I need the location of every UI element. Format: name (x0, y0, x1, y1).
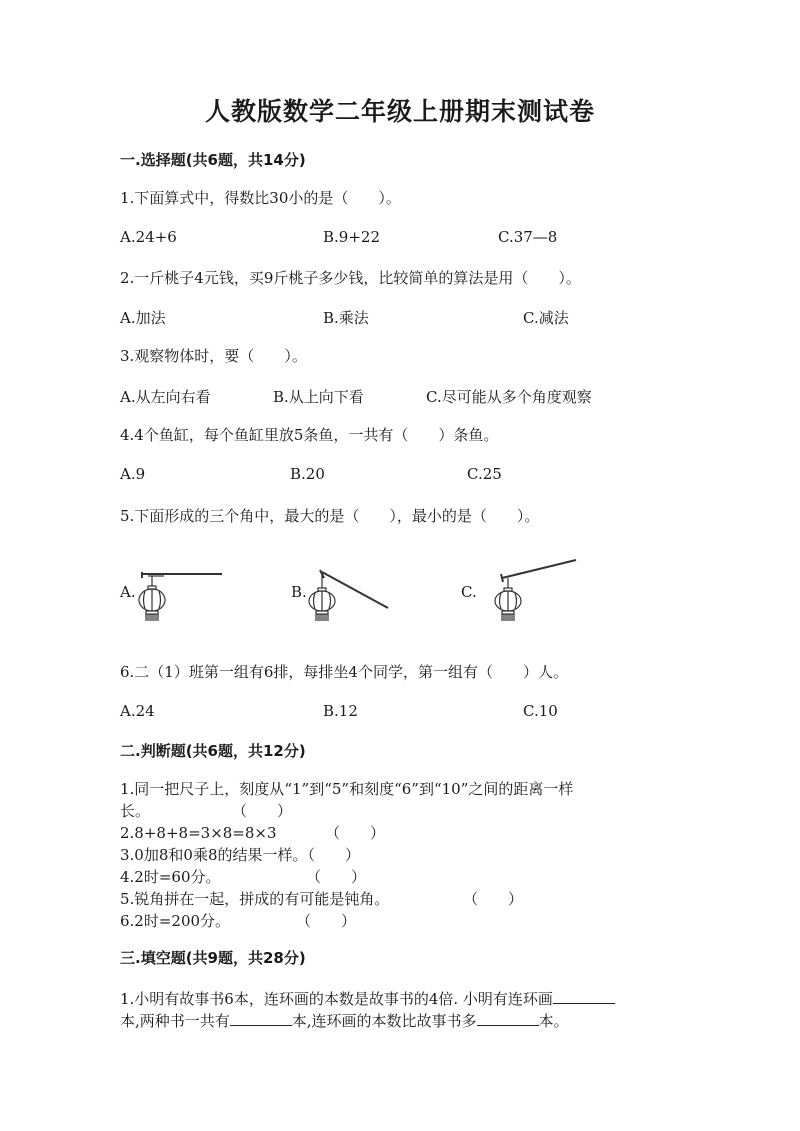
answer-blank (477, 1009, 539, 1026)
option-c: C.37—8 (498, 228, 558, 246)
fill-question-1-cont (120, 1009, 569, 1031)
option-c: C.减法 (523, 309, 569, 327)
fill-text: 本,连环画的本数比故事书多 (291, 1012, 477, 1030)
question-stem: 6.二（1）班第一组有6排，每排坐4个同学，第一组有（ ）人。 (120, 663, 568, 681)
lantern-angle-c-image (490, 556, 582, 626)
answer-blank (230, 1009, 292, 1026)
question-stem: 2.一斤桃子4元钱，买9斤桃子多少钱，比较简单的算法是用（ ）。 (120, 269, 581, 287)
judge-question-5: 5.锐角拼在一起，拼成的有可能是钝角。 (120, 890, 390, 908)
option-a: A. (120, 583, 136, 601)
page-title: 人教版数学二年级上册期末测试卷 (204, 97, 595, 126)
option-b: B.12 (323, 702, 358, 720)
answer-blank (553, 987, 615, 1004)
judge-question-4: 4.2时=60分。 (120, 868, 221, 886)
fill-question-1-text: 1.小明有故事书6本，连环画的本数是故事书的4倍. 小明有连环画 (120, 990, 553, 1008)
option-c: C. (461, 583, 477, 601)
judge-question-1-cont: 长。 (120, 802, 151, 820)
lantern-angle-a-image (134, 566, 226, 624)
option-b: B.从上向下看 (273, 388, 364, 406)
option-a: A.从左向右看 (120, 388, 211, 406)
answer-paren: （ ） (232, 802, 293, 820)
question-stem: 5.下面形成的三个角中，最大的是（ ），最小的是（ ）。 (120, 507, 540, 525)
section-heading-judge: 二.判断题(共6题，共12分) (120, 742, 306, 760)
fill-question-1 (120, 987, 615, 1009)
judge-question-1: 1.同一把尺子上，刻度从“1”到“5”和刻度“6”到“10”之间的距离一样 (120, 780, 574, 798)
lantern-angle-b-image (304, 562, 396, 626)
fill-text: 本,两种书一共有 (120, 1012, 230, 1030)
question-stem: 1.下面算式中，得数比30小的是（ ）。 (120, 189, 401, 207)
judge-question-3: 3.0加8和0乘8的结果一样。（ ） (120, 846, 360, 864)
option-b: B.乘法 (323, 309, 369, 327)
option-b: B.9+22 (323, 228, 380, 246)
option-b: B.20 (290, 465, 325, 483)
question-stem: 3.观察物体时，要（ ）。 (120, 347, 307, 365)
option-a: A.9 (120, 465, 146, 483)
answer-paren: （ ） (325, 824, 386, 842)
option-c: C.尽可能从多个角度观察 (426, 388, 592, 406)
option-a: A.24+6 (120, 228, 177, 246)
answer-paren: （ ） (306, 868, 367, 886)
option-b: B. (291, 583, 307, 601)
option-a: A.加法 (120, 309, 166, 327)
option-c: C.10 (523, 702, 558, 720)
fill-text: 本。 (538, 1012, 569, 1030)
section-heading-fill: 三.填空题(共9题，共28分) (120, 949, 306, 967)
section-heading-choice: 一.选择题(共6题，共14分) (120, 151, 306, 169)
question-stem: 4.4个鱼缸，每个鱼缸里放5条鱼，一共有（ ）条鱼。 (120, 426, 499, 444)
judge-question-6: 6.2时=200分。 (120, 912, 231, 930)
answer-paren: （ ） (296, 912, 357, 930)
option-c: C.25 (467, 465, 502, 483)
option-a: A.24 (120, 702, 155, 720)
judge-question-2: 2.8+8+8=3×8=8×3 (120, 824, 277, 842)
answer-paren: （ ） (463, 890, 524, 908)
